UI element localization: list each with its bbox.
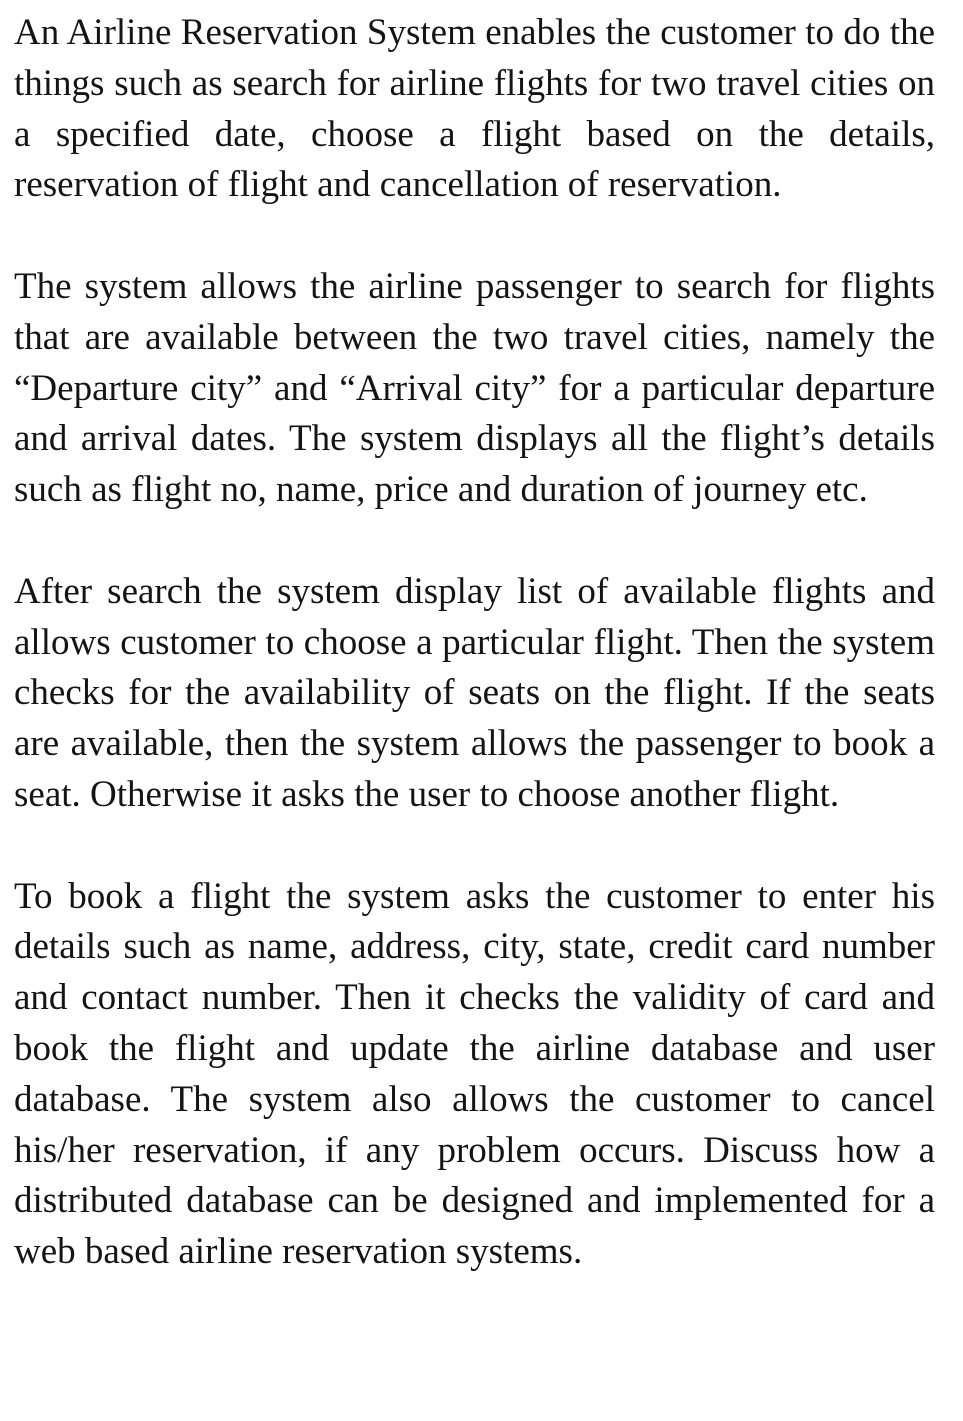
paragraph-choose-flight: After search the system display list of available flights and allows customer to choose a particular flight. Then the system checks for the availability of seats on the flight. If the seats are available, then the system allows the passenger to book a seat. Otherwise it asks the user to choose another flight.: [14, 570, 935, 815]
paragraph-intro: An Airline Reservation System enables the customer to do the things such as search for airline flights for two travel cities on a specified date, choose a flight based on the details, reservation of flight and cancellation of reservation.: [14, 12, 935, 206]
paragraph-search-flights: The system allows the airline passenger to search for flights that are available between the two travel cities, namely the “Departure city” and “Arrival city” for a particular departure and arrival dates. The system displays all the flight’s details such as flight no, name, price and duration of journey etc.: [14, 265, 935, 511]
paragraph-book-flight-question: To book a flight the system asks the customer to enter his details such as name, address, city, state, credit card number and contact number. Then it checks the validity of card and book the flight and update the airline database and user database. The system also allows the customer to cancel his/her reservation, if any problem occurs. Discuss how a distributed database can be designed and implemented for a web based airline reservation systems.: [14, 875, 935, 1273]
